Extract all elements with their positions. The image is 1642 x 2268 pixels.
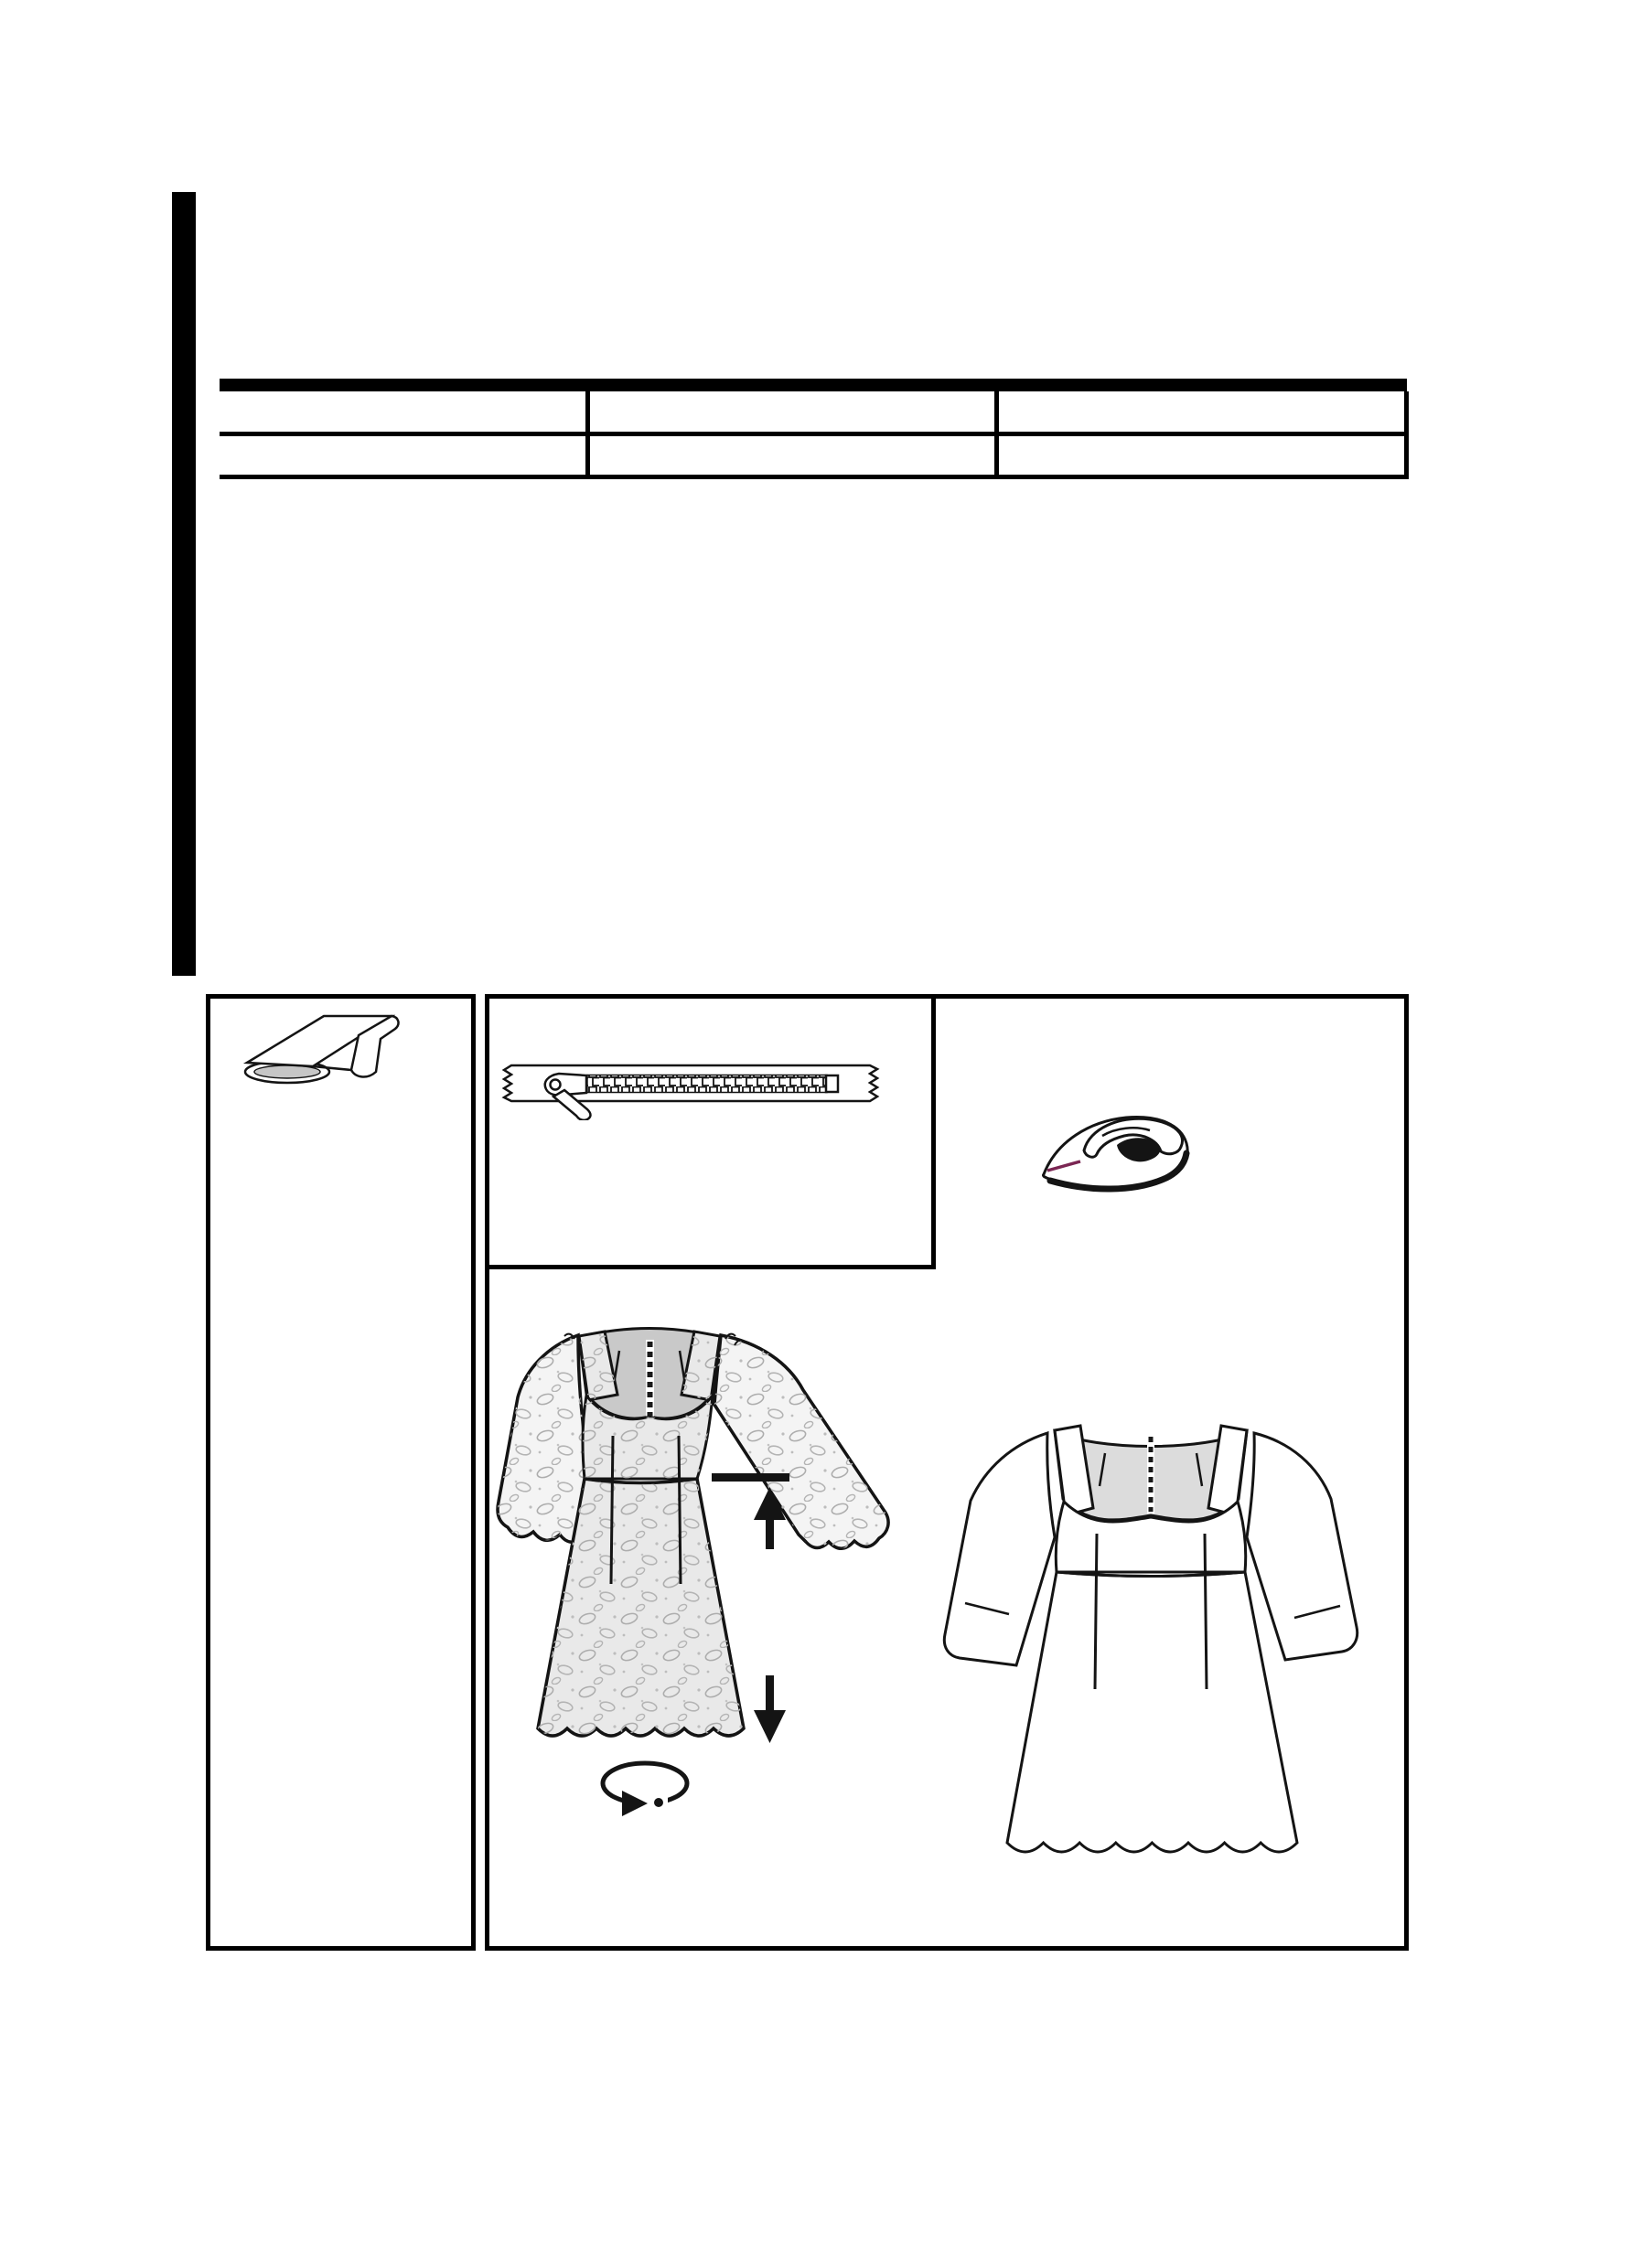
width-114cm-header — [587, 434, 997, 477]
zipper-panel-border — [489, 999, 936, 1269]
yardage-table — [220, 379, 1409, 476]
title-accent-bar — [172, 192, 196, 976]
hem-circumference-icon — [603, 1763, 687, 1816]
views-panel — [485, 994, 1409, 1951]
fabric-width-row-2 — [220, 434, 1407, 477]
invisible-zipper-icon — [500, 1052, 885, 1120]
width-130cm-header — [587, 391, 997, 434]
table-top-band — [220, 379, 1407, 391]
iron-icon — [1038, 1090, 1203, 1214]
fabric-width-row-1 — [220, 391, 1407, 434]
fabric-bolt-icon — [231, 1004, 413, 1105]
dress-b-drawing — [918, 1415, 1393, 1872]
width-140cm-header — [997, 434, 1407, 477]
fabric-info-panel — [206, 994, 476, 1951]
